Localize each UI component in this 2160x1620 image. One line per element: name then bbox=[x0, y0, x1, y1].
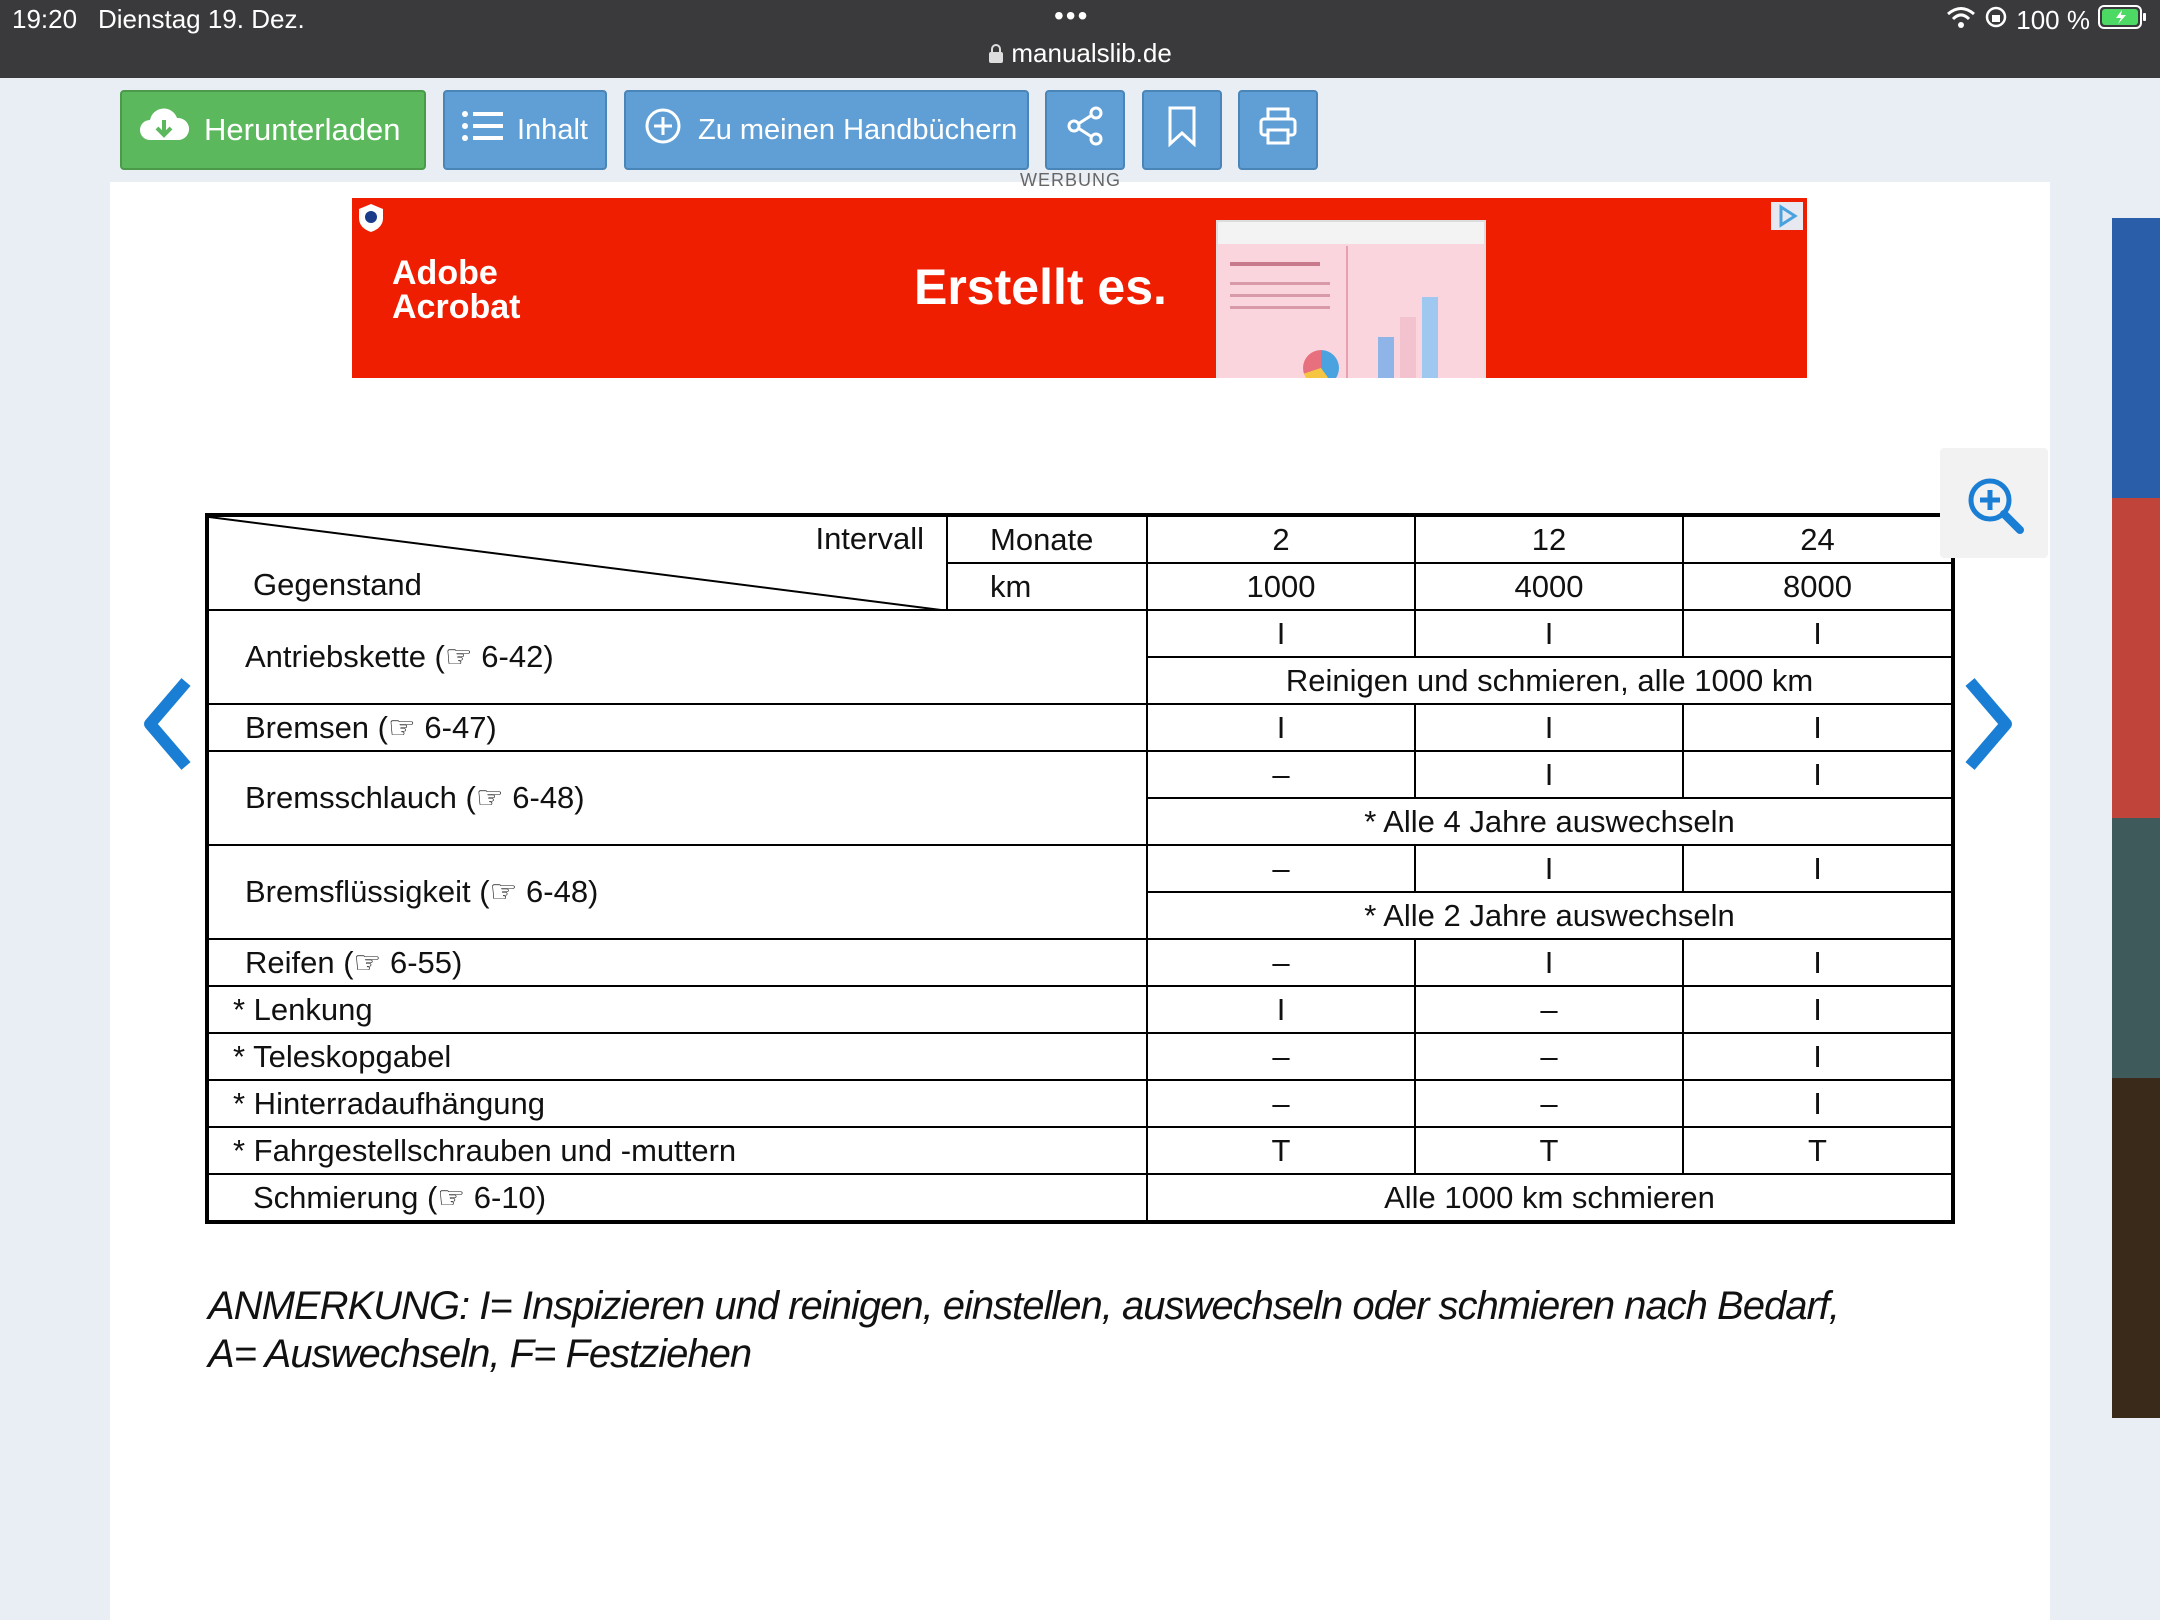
cloud-download-icon bbox=[138, 108, 190, 152]
cell-value: I bbox=[1415, 939, 1683, 986]
contents-label: Inhalt bbox=[517, 113, 588, 146]
cell-value: – bbox=[1147, 1033, 1415, 1080]
row-label: * Fahrgestellschrauben und -muttern bbox=[207, 1127, 1147, 1174]
cell-value: – bbox=[1415, 1080, 1683, 1127]
ad-brand-line1: Adobe bbox=[392, 254, 498, 292]
side-ad-image-middle bbox=[2112, 818, 2160, 1078]
row-label: Antriebskette (☞ 6-42) bbox=[207, 610, 1147, 704]
cell-value: I bbox=[1147, 704, 1415, 751]
footnote-line1: ANMERKUNG: I= Inspizieren und reinigen, einstellen, auswechseln oder schmieren nach Bedarf, bbox=[208, 1284, 1839, 1328]
cell-value: I bbox=[1147, 610, 1415, 657]
table-row bbox=[207, 704, 1953, 751]
next-page-button[interactable] bbox=[1958, 674, 2018, 779]
table-row bbox=[207, 515, 1953, 563]
ad-headline: Erstellt es. bbox=[914, 259, 1167, 315]
row-label: Reifen (☞ 6-55) bbox=[207, 939, 1147, 986]
cell-value: I bbox=[1147, 986, 1415, 1033]
ad-shield-icon bbox=[356, 202, 386, 239]
row-label: * Lenkung bbox=[207, 986, 1147, 1033]
cell-value: T bbox=[1415, 1127, 1683, 1174]
cell-value: I bbox=[1415, 704, 1683, 751]
cell-value: – bbox=[1147, 939, 1415, 986]
add-to-manuals-button[interactable] bbox=[624, 90, 1029, 170]
ad-label: WERBUNG bbox=[1020, 170, 1121, 190]
table-row bbox=[207, 751, 1953, 798]
km-value: 4000 bbox=[1415, 563, 1683, 610]
zoom-in-button[interactable] bbox=[1940, 448, 2048, 558]
more-dots[interactable]: ••• bbox=[1054, 0, 1090, 31]
row-label: Bremsen (☞ 6-47) bbox=[207, 704, 1147, 751]
row-label: * Teleskopgabel bbox=[207, 1033, 1147, 1080]
header-diagonal-cell bbox=[207, 515, 947, 610]
table-row bbox=[207, 939, 1953, 986]
row-note: * Alle 4 Jahre auswechseln bbox=[1147, 798, 1953, 845]
cell-value: – bbox=[1147, 845, 1415, 892]
table-footnote bbox=[208, 1282, 1839, 1378]
cell-value: I bbox=[1683, 751, 1953, 798]
cell-value: I bbox=[1683, 610, 1953, 657]
cell-value: – bbox=[1415, 986, 1683, 1033]
cell-value: I bbox=[1683, 1080, 1953, 1127]
table-row bbox=[207, 986, 1953, 1033]
row-note: Reinigen und schmieren, alle 1000 km bbox=[1147, 657, 1953, 704]
plus-circle-icon bbox=[644, 107, 682, 153]
share-icon bbox=[1066, 106, 1104, 154]
url-text: manualslib.de bbox=[1011, 38, 1172, 68]
chevron-left-icon bbox=[138, 761, 198, 778]
cell-value: T bbox=[1147, 1127, 1415, 1174]
cell-value: I bbox=[1683, 939, 1953, 986]
cell-value: – bbox=[1147, 751, 1415, 798]
adchoices-icon[interactable] bbox=[1771, 202, 1803, 235]
table-row bbox=[207, 845, 1953, 892]
table-row bbox=[207, 1080, 1953, 1127]
battery-icon bbox=[2098, 4, 2148, 37]
side-ad-image-bottom bbox=[2112, 1078, 2160, 1418]
list-icon bbox=[461, 109, 503, 151]
cell-value: I bbox=[1683, 704, 1953, 751]
share-button[interactable] bbox=[1045, 90, 1125, 170]
footnote-line2: A= Auswechseln, F= Festziehen bbox=[208, 1332, 752, 1376]
row-label: Schmierung (☞ 6-10) bbox=[207, 1174, 1147, 1222]
row-note: * Alle 2 Jahre auswechseln bbox=[1147, 892, 1953, 939]
cell-value: – bbox=[1147, 1080, 1415, 1127]
table-row bbox=[207, 1174, 1953, 1222]
month-value: 12 bbox=[1415, 515, 1683, 563]
row-label: * Hinterradaufhängung bbox=[207, 1080, 1147, 1127]
cell-value: T bbox=[1683, 1127, 1953, 1174]
cell-value: I bbox=[1683, 845, 1953, 892]
header-interval: Intervall bbox=[815, 521, 924, 556]
download-label: Herunterladen bbox=[204, 112, 401, 147]
side-ad-banner[interactable] bbox=[2112, 218, 2160, 1418]
table-row bbox=[207, 610, 1953, 657]
lock-icon bbox=[988, 38, 1011, 68]
header-item: Gegenstand bbox=[253, 567, 422, 602]
bookmark-icon bbox=[1167, 105, 1197, 155]
table-row bbox=[207, 1127, 1953, 1174]
print-button[interactable] bbox=[1238, 90, 1318, 170]
previous-page-button[interactable] bbox=[138, 674, 198, 779]
row-note: Alle 1000 km schmieren bbox=[1147, 1174, 1953, 1222]
ad-banner[interactable] bbox=[352, 198, 1807, 378]
cell-value: I bbox=[1415, 845, 1683, 892]
ad-brand bbox=[392, 256, 520, 324]
cell-value: I bbox=[1415, 751, 1683, 798]
maintenance-table bbox=[205, 513, 1955, 1224]
status-bar bbox=[0, 0, 2160, 78]
wifi-icon bbox=[1946, 5, 1976, 36]
cell-value: I bbox=[1683, 986, 1953, 1033]
orientation-lock-icon bbox=[1984, 5, 2008, 36]
row-label: Bremsschlauch (☞ 6-48) bbox=[207, 751, 1147, 845]
row-label: Bremsflüssigkeit (☞ 6-48) bbox=[207, 845, 1147, 939]
header-months: Monate bbox=[947, 515, 1147, 563]
cell-value: – bbox=[1415, 1033, 1683, 1080]
chevron-right-icon bbox=[1958, 761, 2018, 778]
ad-document-image bbox=[1216, 220, 1486, 378]
cell-value: I bbox=[1415, 610, 1683, 657]
month-value: 2 bbox=[1147, 515, 1415, 563]
print-icon bbox=[1258, 106, 1298, 154]
address-bar[interactable] bbox=[0, 38, 2160, 69]
month-value: 24 bbox=[1683, 515, 1953, 563]
add-to-manuals-label: Zu meinen Handbüchern bbox=[698, 113, 1018, 146]
zoom-in-icon bbox=[1966, 476, 2026, 539]
contents-button[interactable] bbox=[443, 90, 607, 170]
status-time: 19:20 bbox=[12, 4, 78, 34]
cell-value: I bbox=[1683, 1033, 1953, 1080]
status-right bbox=[1946, 4, 2148, 37]
ad-brand-line2: Acrobat bbox=[392, 288, 521, 326]
side-ad-image-top bbox=[2112, 498, 2160, 818]
header-km: km bbox=[947, 563, 1147, 610]
km-value: 8000 bbox=[1683, 563, 1953, 610]
download-button[interactable] bbox=[120, 90, 426, 170]
battery-percent: 100 % bbox=[2016, 5, 2090, 35]
km-value: 1000 bbox=[1147, 563, 1415, 610]
status-date: Dienstag 19. Dez. bbox=[98, 4, 305, 34]
bookmark-button[interactable] bbox=[1142, 90, 1222, 170]
table-row bbox=[207, 1033, 1953, 1080]
